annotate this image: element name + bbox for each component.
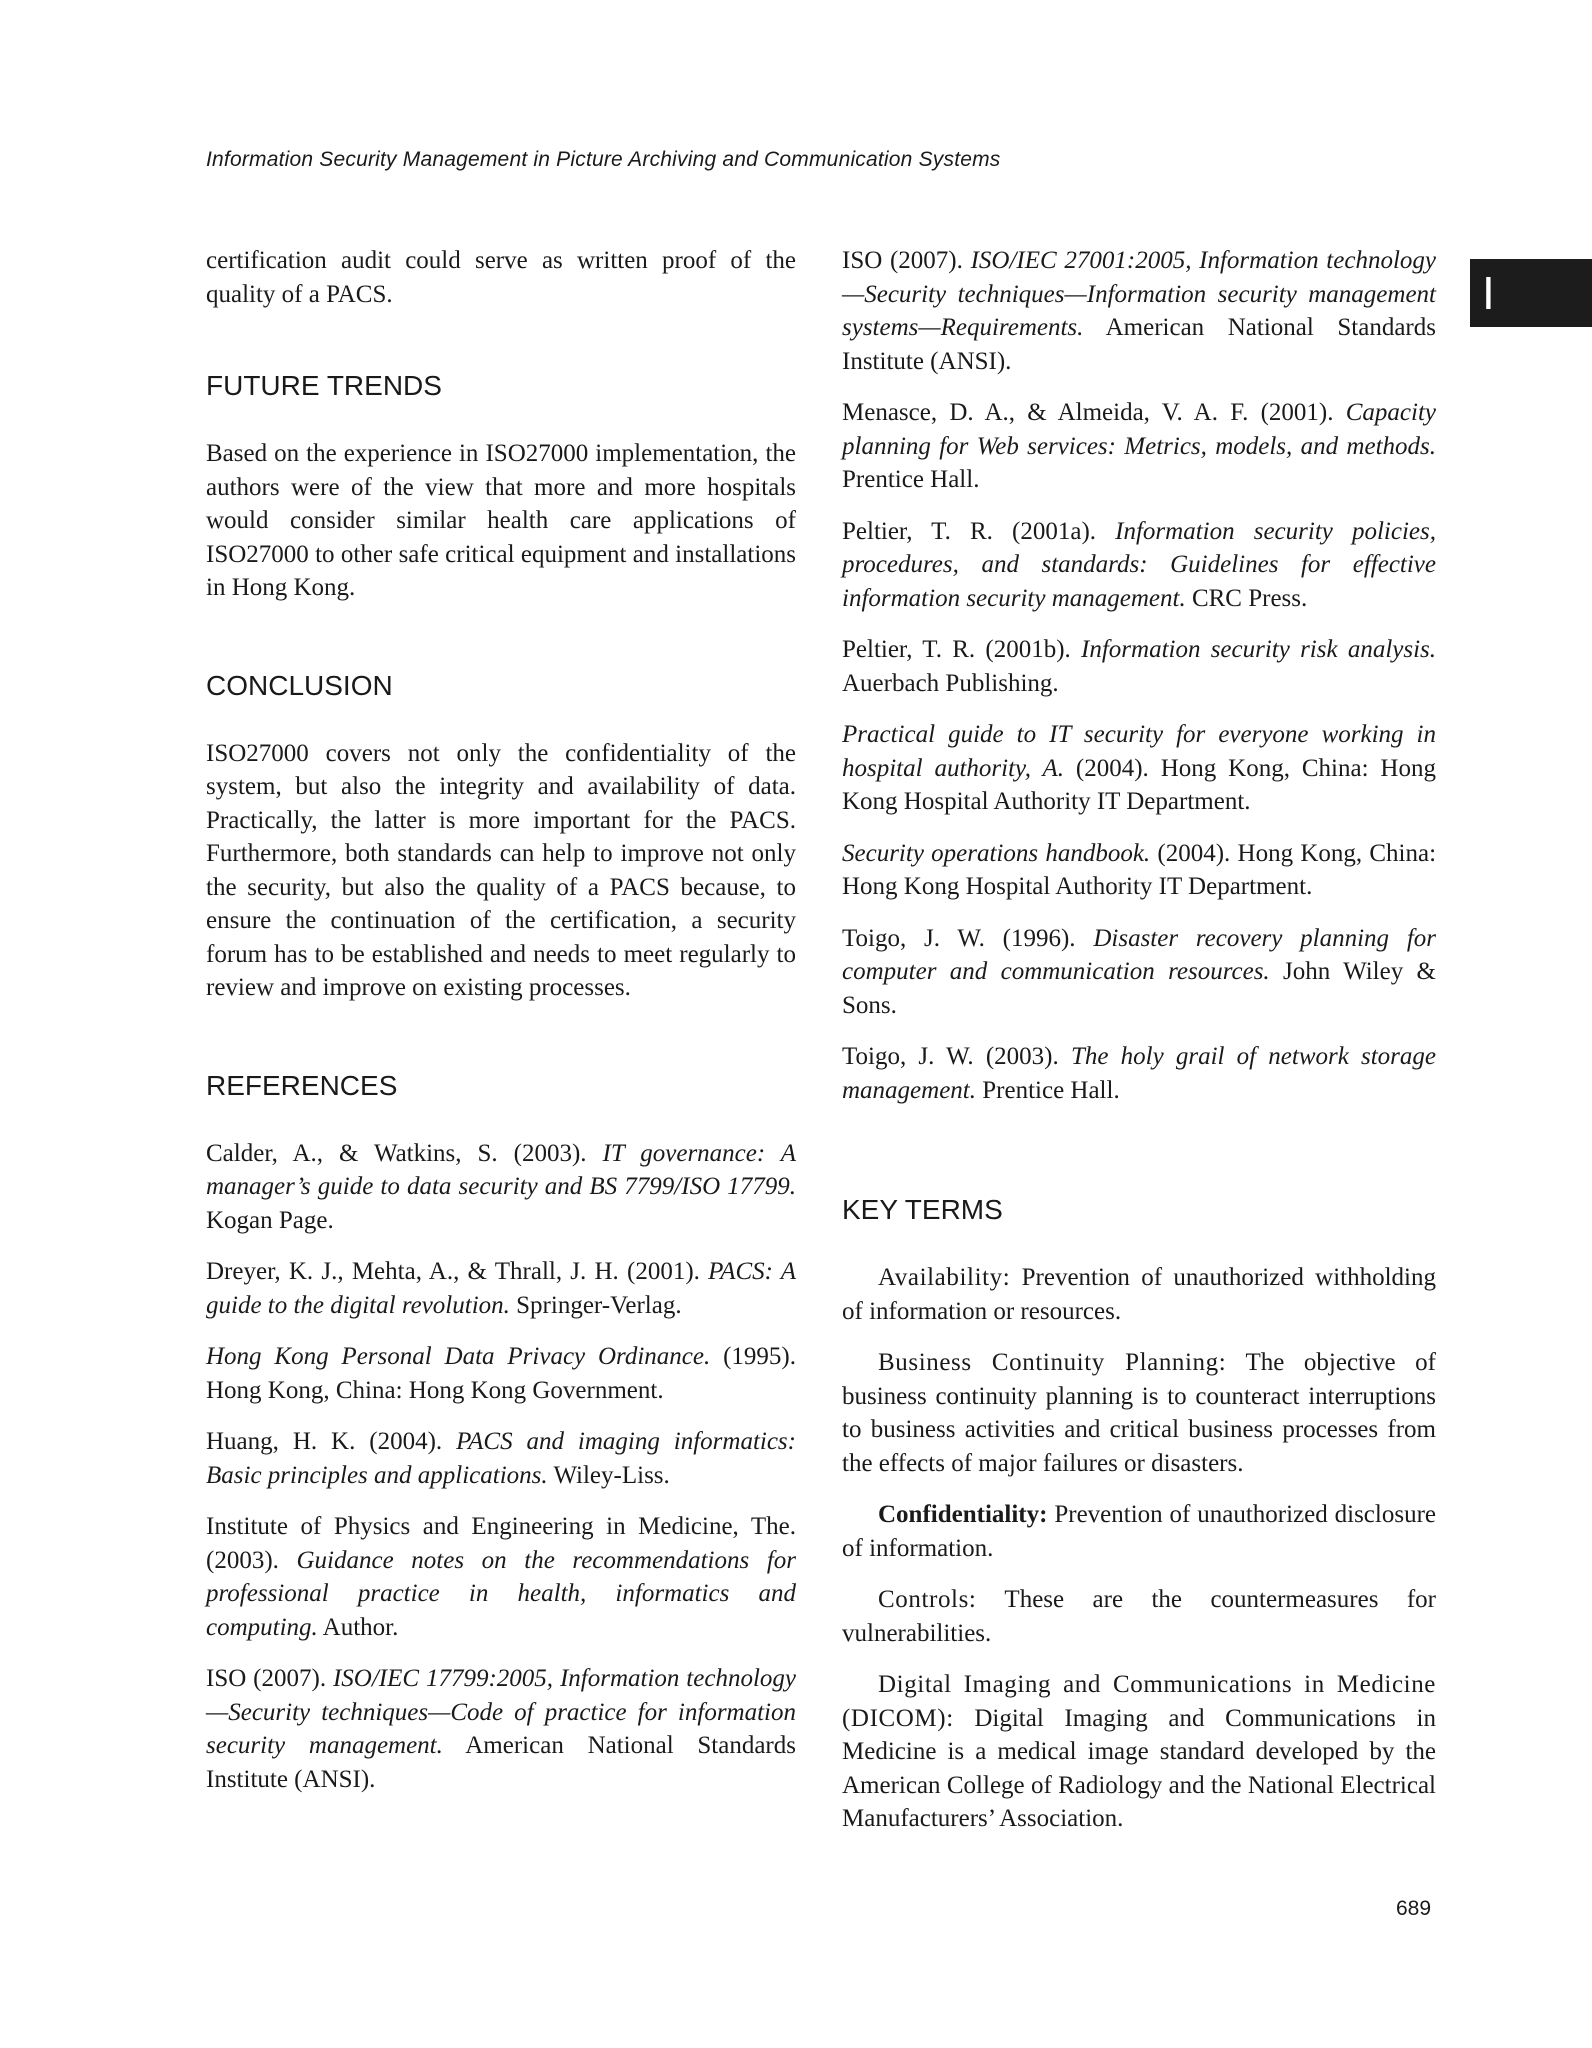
page-number: 689 bbox=[1396, 1897, 1432, 1920]
key-term-name: Confidentiality: bbox=[878, 1501, 1048, 1528]
future-trends-heading: FUTURE TRENDS bbox=[206, 370, 442, 401]
reference-item: Practical guide to IT security for everyone working in hospital authority, A. (2004). Hong Kong, China: Hong Kong Hospital Authority IT Department. bbox=[842, 721, 1436, 815]
reference-item: Huang, H. K. (2004). PACS and imaging informatics: Basic principles and applications. Wiley-Liss. bbox=[206, 1428, 796, 1489]
references-list-left bbox=[206, 1137, 796, 1797]
key-term-name: Availability: bbox=[878, 1264, 1011, 1291]
key-terms-heading: KEY TERMS bbox=[842, 1194, 1003, 1225]
key-term-name: Controls: bbox=[878, 1586, 977, 1613]
reference-item: Dreyer, K. J., Mehta, A., & Thrall, J. H. (2001). PACS: A guide to the digital revolution. Springer-Verlag. bbox=[206, 1258, 797, 1319]
reference-item: Peltier, T. R. (2001a). Information security policies, procedures, and standards: Guidelines for effective information security management. CRC Press. bbox=[842, 517, 1436, 612]
key-term-name: Business Continuity Planning: bbox=[878, 1349, 1227, 1376]
references-heading: REFERENCES bbox=[206, 1069, 398, 1101]
future-trends-paragraph: Based on the experience in ISO27000 implementation, the authors were of the view that more and more hospitals would consider similar health care applications of ISO27000 to other safe critical equipment and installations in Hong Kong. bbox=[206, 440, 796, 601]
reference-item: Peltier, T. R. (2001b). Information security risk analysis. Auerbach Publishing. bbox=[842, 636, 1437, 697]
reference-item: Institute of Physics and Engineering in Medicine, The. (2003). Guidance notes on the recommendations for professional practice in health, informatics and computing. Author. bbox=[206, 1513, 796, 1641]
key-term-item: Business Continuity Planning: The objective of business continuity planning is to counteract interruptions to business activities and critical business processes from the effects of major failures or disasters. bbox=[842, 1349, 1436, 1477]
key-term-item: Controls: These are the countermeasures for vulnerabilities. bbox=[842, 1586, 1436, 1647]
reference-item: Menasce, D. A., & Almeida, V. A. F. (2001). Capacity planning for Web services: Metrics, models, and methods. Prentice Hall. bbox=[842, 399, 1436, 493]
key-term-name: Digital Imaging and Communications in Medicine (DICOM): bbox=[842, 1671, 1436, 1732]
references-list-right bbox=[842, 244, 1436, 1107]
running-head: Information Security Management in Picture Archiving and Communication Systems bbox=[206, 148, 1001, 171]
intro-paragraph: certification audit could serve as written proof of the quality of a PACS. bbox=[206, 247, 796, 308]
conclusion-heading: CONCLUSION bbox=[206, 669, 393, 701]
reference-item: Calder, A., & Watkins, S. (2003). IT governance: A manager’s guide to data security and BS 7799/ISO 17799. Kogan Page. bbox=[206, 1139, 796, 1234]
reference-item: ISO (2007). ISO/IEC 27001:2005, Information technology—Security techniques—Information security management systems—Requirements. American National Standards Institute (ANSI). bbox=[842, 247, 1436, 375]
key-term-item: Confidentiality: Prevention of unauthorized disclosure of information. bbox=[842, 1501, 1436, 1562]
section-thumb-tab: I bbox=[1470, 259, 1592, 327]
left-column bbox=[206, 244, 796, 1814]
reference-item: Security operations handbook. (2004). Hong Kong, China: Hong Kong Hospital Authority IT Department. bbox=[842, 839, 1437, 900]
reference-item: ISO (2007). ISO/IEC 17799:2005, Information technology—Security techniques—Code of practice for information security management. American National Standards Institute (ANSI). bbox=[206, 1665, 796, 1793]
key-term-item: Availability: Prevention of unauthorized withholding of information or resources. bbox=[842, 1264, 1436, 1325]
key-terms-list bbox=[842, 1261, 1436, 1836]
right-column bbox=[842, 244, 1436, 1854]
reference-item: Toigo, J. W. (1996). Disaster recovery planning for computer and communication resources. John Wiley & Sons. bbox=[842, 924, 1437, 1019]
key-term-item: Digital Imaging and Communications in Medicine (DICOM): Digital Imaging and Communications in Medicine is a medical image standard developed by the American College of Radiology and the National Electrical Manufacturers’ Association. bbox=[842, 1671, 1436, 1832]
reference-item: Toigo, J. W. (2003). The holy grail of network storage management. Prentice Hall. bbox=[842, 1043, 1436, 1104]
conclusion-paragraph: ISO27000 covers not only the confidentiality of the system, but also the integrity and availability of data. Practically, the latter is more important for the PACS. Furthermore, both standards can help to improve not only the security, but also the quality of a PACS because, to ensure the continuation of the certification, a security forum has to be established and needs to meet regularly to review and improve on existing processes. bbox=[206, 739, 796, 1001]
reference-item: Hong Kong Personal Data Privacy Ordinance. (1995). Hong Kong, China: Hong Kong Government. bbox=[206, 1343, 797, 1404]
